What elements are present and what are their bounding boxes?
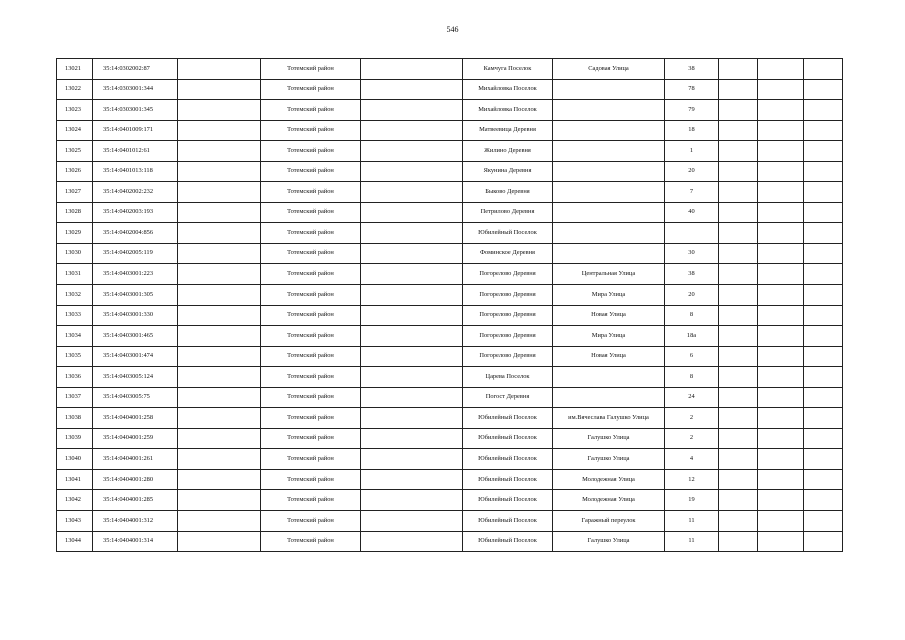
row-number-cell: 13041 — [57, 469, 93, 490]
row-number-cell: 13043 — [57, 511, 93, 532]
extra-cell-1 — [719, 428, 758, 449]
extra-cell-2 — [758, 449, 804, 470]
settlement-cell: Погорелово Деревня — [463, 264, 553, 285]
cadastral-number-cell: 35:14:0303001:344 — [93, 79, 178, 100]
row-number-cell: 13023 — [57, 100, 93, 121]
owner-cell — [178, 428, 261, 449]
house-number-cell: 78 — [665, 79, 719, 100]
blank-cell — [361, 120, 463, 141]
extra-cell-3 — [804, 428, 843, 449]
row-number-cell: 13029 — [57, 223, 93, 244]
extra-cell-2 — [758, 511, 804, 532]
cadastral-number-cell: 35:14:0403001:330 — [93, 305, 178, 326]
house-number-cell: 2 — [665, 408, 719, 429]
settlement-cell: Погост Деревня — [463, 387, 553, 408]
extra-cell-3 — [804, 120, 843, 141]
street-cell — [553, 141, 665, 162]
street-cell: Галушко Улица — [553, 449, 665, 470]
table-row — [57, 59, 843, 80]
house-number-cell: 18 — [665, 120, 719, 141]
extra-cell-1 — [719, 264, 758, 285]
blank-cell — [361, 511, 463, 532]
house-number-cell: 40 — [665, 202, 719, 223]
district-cell: Тотемский район — [261, 449, 361, 470]
house-number-cell: 1 — [665, 141, 719, 162]
cadastral-number-cell: 35:14:0401009:171 — [93, 120, 178, 141]
house-number-cell: 11 — [665, 511, 719, 532]
blank-cell — [361, 387, 463, 408]
blank-cell — [361, 408, 463, 429]
row-number-cell: 13031 — [57, 264, 93, 285]
row-number-cell: 13025 — [57, 141, 93, 162]
settlement-cell: Юбилейный Поселок — [463, 428, 553, 449]
house-number-cell: 30 — [665, 243, 719, 264]
extra-cell-3 — [804, 243, 843, 264]
extra-cell-3 — [804, 202, 843, 223]
blank-cell — [361, 346, 463, 367]
district-cell: Тотемский район — [261, 141, 361, 162]
extra-cell-1 — [719, 469, 758, 490]
cadastral-number-cell: 35:14:0404001:280 — [93, 469, 178, 490]
owner-cell — [178, 490, 261, 511]
district-cell: Тотемский район — [261, 120, 361, 141]
table-row — [57, 387, 843, 408]
extra-cell-2 — [758, 305, 804, 326]
row-number-cell: 13024 — [57, 120, 93, 141]
cadastral-number-cell: 35:14:0402004:856 — [93, 223, 178, 244]
extra-cell-3 — [804, 79, 843, 100]
extra-cell-3 — [804, 141, 843, 162]
district-cell: Тотемский район — [261, 531, 361, 552]
blank-cell — [361, 428, 463, 449]
extra-cell-2 — [758, 285, 804, 306]
extra-cell-3 — [804, 469, 843, 490]
house-number-cell: 11 — [665, 531, 719, 552]
extra-cell-1 — [719, 161, 758, 182]
extra-cell-3 — [804, 531, 843, 552]
blank-cell — [361, 305, 463, 326]
settlement-cell: Юбилейный Поселок — [463, 469, 553, 490]
district-cell: Тотемский район — [261, 223, 361, 244]
house-number-cell: 38 — [665, 59, 719, 80]
settlement-cell: Быково Деревня — [463, 182, 553, 203]
table-row — [57, 469, 843, 490]
table-row — [57, 428, 843, 449]
house-number-cell: 18а — [665, 326, 719, 347]
extra-cell-2 — [758, 326, 804, 347]
extra-cell-2 — [758, 243, 804, 264]
blank-cell — [361, 326, 463, 347]
settlement-cell: Юбилейный Поселок — [463, 449, 553, 470]
extra-cell-1 — [719, 182, 758, 203]
house-number-cell: 38 — [665, 264, 719, 285]
row-number-cell: 13026 — [57, 161, 93, 182]
blank-cell — [361, 223, 463, 244]
house-number-cell: 19 — [665, 490, 719, 511]
district-cell: Тотемский район — [261, 408, 361, 429]
district-cell: Тотемский район — [261, 469, 361, 490]
owner-cell — [178, 243, 261, 264]
street-cell: Новая Улица — [553, 305, 665, 326]
table-row — [57, 100, 843, 121]
street-cell — [553, 120, 665, 141]
table-row — [57, 264, 843, 285]
extra-cell-3 — [804, 182, 843, 203]
street-cell — [553, 223, 665, 244]
house-number-cell: 20 — [665, 161, 719, 182]
cadastral-number-cell: 35:14:0401013:118 — [93, 161, 178, 182]
cadastral-number-cell: 35:14:0403005:124 — [93, 367, 178, 388]
extra-cell-1 — [719, 59, 758, 80]
extra-cell-1 — [719, 531, 758, 552]
settlement-cell: Юбилейный Поселок — [463, 408, 553, 429]
district-cell: Тотемский район — [261, 326, 361, 347]
extra-cell-3 — [804, 449, 843, 470]
district-cell: Тотемский район — [261, 202, 361, 223]
table-row — [57, 367, 843, 388]
blank-cell — [361, 449, 463, 470]
settlement-cell: Юбилейный Поселок — [463, 490, 553, 511]
district-cell: Тотемский район — [261, 161, 361, 182]
house-number-cell: 24 — [665, 387, 719, 408]
extra-cell-3 — [804, 367, 843, 388]
district-cell: Тотемский район — [261, 79, 361, 100]
settlement-cell: Петрилово Деревня — [463, 202, 553, 223]
cadastral-number-cell: 35:14:0404001:285 — [93, 490, 178, 511]
district-cell: Тотемский район — [261, 59, 361, 80]
registry-table — [56, 58, 843, 552]
street-cell — [553, 243, 665, 264]
extra-cell-1 — [719, 243, 758, 264]
extra-cell-2 — [758, 100, 804, 121]
house-number-cell: 4 — [665, 449, 719, 470]
extra-cell-1 — [719, 120, 758, 141]
extra-cell-3 — [804, 490, 843, 511]
settlement-cell: Камчуга Поселок — [463, 59, 553, 80]
settlement-cell: Михайловка Поселок — [463, 100, 553, 121]
table-row — [57, 79, 843, 100]
house-number-cell: 6 — [665, 346, 719, 367]
extra-cell-2 — [758, 202, 804, 223]
extra-cell-2 — [758, 346, 804, 367]
owner-cell — [178, 141, 261, 162]
owner-cell — [178, 59, 261, 80]
extra-cell-2 — [758, 408, 804, 429]
extra-cell-2 — [758, 79, 804, 100]
row-number-cell: 13036 — [57, 367, 93, 388]
extra-cell-3 — [804, 264, 843, 285]
settlement-cell: Матвеевица Деревня — [463, 120, 553, 141]
owner-cell — [178, 367, 261, 388]
owner-cell — [178, 100, 261, 121]
district-cell: Тотемский район — [261, 428, 361, 449]
owner-cell — [178, 531, 261, 552]
extra-cell-3 — [804, 223, 843, 244]
row-number-cell: 13022 — [57, 79, 93, 100]
blank-cell — [361, 202, 463, 223]
street-cell — [553, 202, 665, 223]
owner-cell — [178, 202, 261, 223]
extra-cell-3 — [804, 161, 843, 182]
extra-cell-2 — [758, 531, 804, 552]
blank-cell — [361, 264, 463, 285]
table-row — [57, 449, 843, 470]
table-row — [57, 120, 843, 141]
row-number-cell: 13040 — [57, 449, 93, 470]
row-number-cell: 13037 — [57, 387, 93, 408]
cadastral-number-cell: 35:14:0403001:305 — [93, 285, 178, 306]
table-row — [57, 531, 843, 552]
district-cell: Тотемский район — [261, 387, 361, 408]
table-row — [57, 346, 843, 367]
owner-cell — [178, 511, 261, 532]
extra-cell-2 — [758, 59, 804, 80]
settlement-cell: Погорелово Деревня — [463, 326, 553, 347]
street-cell: Мира Улица — [553, 326, 665, 347]
blank-cell — [361, 182, 463, 203]
owner-cell — [178, 120, 261, 141]
extra-cell-2 — [758, 161, 804, 182]
table-row — [57, 243, 843, 264]
table-row — [57, 305, 843, 326]
registry-body — [57, 59, 843, 552]
street-cell: Молодежная Улица — [553, 469, 665, 490]
district-cell: Тотемский район — [261, 305, 361, 326]
table-row — [57, 408, 843, 429]
settlement-cell: Царева Поселок — [463, 367, 553, 388]
owner-cell — [178, 449, 261, 470]
extra-cell-3 — [804, 59, 843, 80]
table-row — [57, 326, 843, 347]
settlement-cell: Погорелово Деревня — [463, 305, 553, 326]
extra-cell-3 — [804, 387, 843, 408]
extra-cell-1 — [719, 490, 758, 511]
row-number-cell: 13035 — [57, 346, 93, 367]
owner-cell — [178, 223, 261, 244]
table-row — [57, 182, 843, 203]
blank-cell — [361, 100, 463, 121]
blank-cell — [361, 367, 463, 388]
street-cell: Центральная Улица — [553, 264, 665, 285]
cadastral-number-cell: 35:14:0404001:314 — [93, 531, 178, 552]
street-cell: Новая Улица — [553, 346, 665, 367]
extra-cell-1 — [719, 285, 758, 306]
street-cell — [553, 367, 665, 388]
cadastral-number-cell: 35:14:0404001:261 — [93, 449, 178, 470]
settlement-cell: Юбилейный Поселок — [463, 511, 553, 532]
extra-cell-1 — [719, 367, 758, 388]
owner-cell — [178, 326, 261, 347]
extra-cell-1 — [719, 326, 758, 347]
extra-cell-1 — [719, 100, 758, 121]
extra-cell-3 — [804, 305, 843, 326]
settlement-cell: Юбилейный Поселок — [463, 223, 553, 244]
owner-cell — [178, 182, 261, 203]
row-number-cell: 13027 — [57, 182, 93, 203]
house-number-cell: 2 — [665, 428, 719, 449]
owner-cell — [178, 161, 261, 182]
table-row — [57, 490, 843, 511]
district-cell: Тотемский район — [261, 346, 361, 367]
street-cell — [553, 161, 665, 182]
settlement-cell: Фоминское Деревня — [463, 243, 553, 264]
house-number-cell: 12 — [665, 469, 719, 490]
cadastral-number-cell: 35:14:0402002:232 — [93, 182, 178, 203]
extra-cell-2 — [758, 367, 804, 388]
extra-cell-1 — [719, 408, 758, 429]
extra-cell-1 — [719, 387, 758, 408]
page-number: 546 — [446, 25, 459, 34]
row-number-cell: 13044 — [57, 531, 93, 552]
cadastral-number-cell: 35:14:0303001:345 — [93, 100, 178, 121]
cadastral-number-cell: 35:14:0403001:223 — [93, 264, 178, 285]
house-number-cell: 8 — [665, 305, 719, 326]
row-number-cell: 13042 — [57, 490, 93, 511]
house-number-cell — [665, 223, 719, 244]
table-row — [57, 285, 843, 306]
extra-cell-2 — [758, 387, 804, 408]
extra-cell-1 — [719, 202, 758, 223]
settlement-cell: Юбилейный Поселок — [463, 531, 553, 552]
row-number-cell: 13033 — [57, 305, 93, 326]
street-cell — [553, 79, 665, 100]
cadastral-number-cell: 35:14:0404001:259 — [93, 428, 178, 449]
blank-cell — [361, 531, 463, 552]
street-cell: Галушко Улица — [553, 428, 665, 449]
extra-cell-2 — [758, 490, 804, 511]
table-row — [57, 511, 843, 532]
owner-cell — [178, 469, 261, 490]
district-cell: Тотемский район — [261, 367, 361, 388]
house-number-cell: 7 — [665, 182, 719, 203]
blank-cell — [361, 469, 463, 490]
street-cell — [553, 182, 665, 203]
settlement-cell: Жилино Деревня — [463, 141, 553, 162]
blank-cell — [361, 243, 463, 264]
district-cell: Тотемский район — [261, 490, 361, 511]
extra-cell-1 — [719, 511, 758, 532]
settlement-cell: Михайловка Поселок — [463, 79, 553, 100]
street-cell: им.Вячеслава Галушко Улица — [553, 408, 665, 429]
street-cell: Гаражный переулок — [553, 511, 665, 532]
extra-cell-2 — [758, 264, 804, 285]
blank-cell — [361, 59, 463, 80]
owner-cell — [178, 408, 261, 429]
district-cell: Тотемский район — [261, 285, 361, 306]
row-number-cell: 13039 — [57, 428, 93, 449]
blank-cell — [361, 161, 463, 182]
owner-cell — [178, 79, 261, 100]
extra-cell-3 — [804, 100, 843, 121]
extra-cell-3 — [804, 511, 843, 532]
cadastral-number-cell: 35:14:0401012:61 — [93, 141, 178, 162]
street-cell: Галушко Улица — [553, 531, 665, 552]
row-number-cell: 13038 — [57, 408, 93, 429]
extra-cell-3 — [804, 326, 843, 347]
extra-cell-1 — [719, 449, 758, 470]
blank-cell — [361, 490, 463, 511]
settlement-cell: Якунина Деревня — [463, 161, 553, 182]
cadastral-number-cell: 35:14:0404001:258 — [93, 408, 178, 429]
table-row — [57, 141, 843, 162]
table-row — [57, 223, 843, 244]
settlement-cell: Погорелово Деревня — [463, 346, 553, 367]
extra-cell-3 — [804, 285, 843, 306]
house-number-cell: 79 — [665, 100, 719, 121]
street-cell: Молодежная Улица — [553, 490, 665, 511]
street-cell: Садовая Улица — [553, 59, 665, 80]
owner-cell — [178, 305, 261, 326]
district-cell: Тотемский район — [261, 511, 361, 532]
owner-cell — [178, 285, 261, 306]
district-cell: Тотемский район — [261, 100, 361, 121]
extra-cell-1 — [719, 346, 758, 367]
extra-cell-1 — [719, 223, 758, 244]
table-row — [57, 161, 843, 182]
cadastral-number-cell: 35:14:0404001:312 — [93, 511, 178, 532]
cadastral-number-cell: 35:14:0403001:465 — [93, 326, 178, 347]
extra-cell-3 — [804, 346, 843, 367]
row-number-cell: 13028 — [57, 202, 93, 223]
extra-cell-2 — [758, 469, 804, 490]
cadastral-number-cell: 35:14:0403001:474 — [93, 346, 178, 367]
blank-cell — [361, 79, 463, 100]
extra-cell-2 — [758, 120, 804, 141]
cadastral-number-cell: 35:14:0402003:193 — [93, 202, 178, 223]
extra-cell-1 — [719, 141, 758, 162]
extra-cell-2 — [758, 182, 804, 203]
settlement-cell: Погорелово Деревня — [463, 285, 553, 306]
street-cell — [553, 387, 665, 408]
blank-cell — [361, 285, 463, 306]
district-cell: Тотемский район — [261, 264, 361, 285]
house-number-cell: 8 — [665, 367, 719, 388]
row-number-cell: 13021 — [57, 59, 93, 80]
extra-cell-3 — [804, 408, 843, 429]
cadastral-number-cell: 35:14:0402005:119 — [93, 243, 178, 264]
owner-cell — [178, 264, 261, 285]
table-row — [57, 202, 843, 223]
owner-cell — [178, 387, 261, 408]
row-number-cell: 13032 — [57, 285, 93, 306]
district-cell: Тотемский район — [261, 243, 361, 264]
row-number-cell: 13034 — [57, 326, 93, 347]
extra-cell-2 — [758, 141, 804, 162]
cadastral-number-cell: 35:14:0302002:87 — [93, 59, 178, 80]
house-number-cell: 20 — [665, 285, 719, 306]
street-cell — [553, 100, 665, 121]
row-number-cell: 13030 — [57, 243, 93, 264]
extra-cell-1 — [719, 79, 758, 100]
extra-cell-1 — [719, 305, 758, 326]
cadastral-number-cell: 35:14:0403005:75 — [93, 387, 178, 408]
extra-cell-2 — [758, 428, 804, 449]
owner-cell — [178, 346, 261, 367]
extra-cell-2 — [758, 223, 804, 244]
district-cell: Тотемский район — [261, 182, 361, 203]
street-cell: Мира Улица — [553, 285, 665, 306]
blank-cell — [361, 141, 463, 162]
